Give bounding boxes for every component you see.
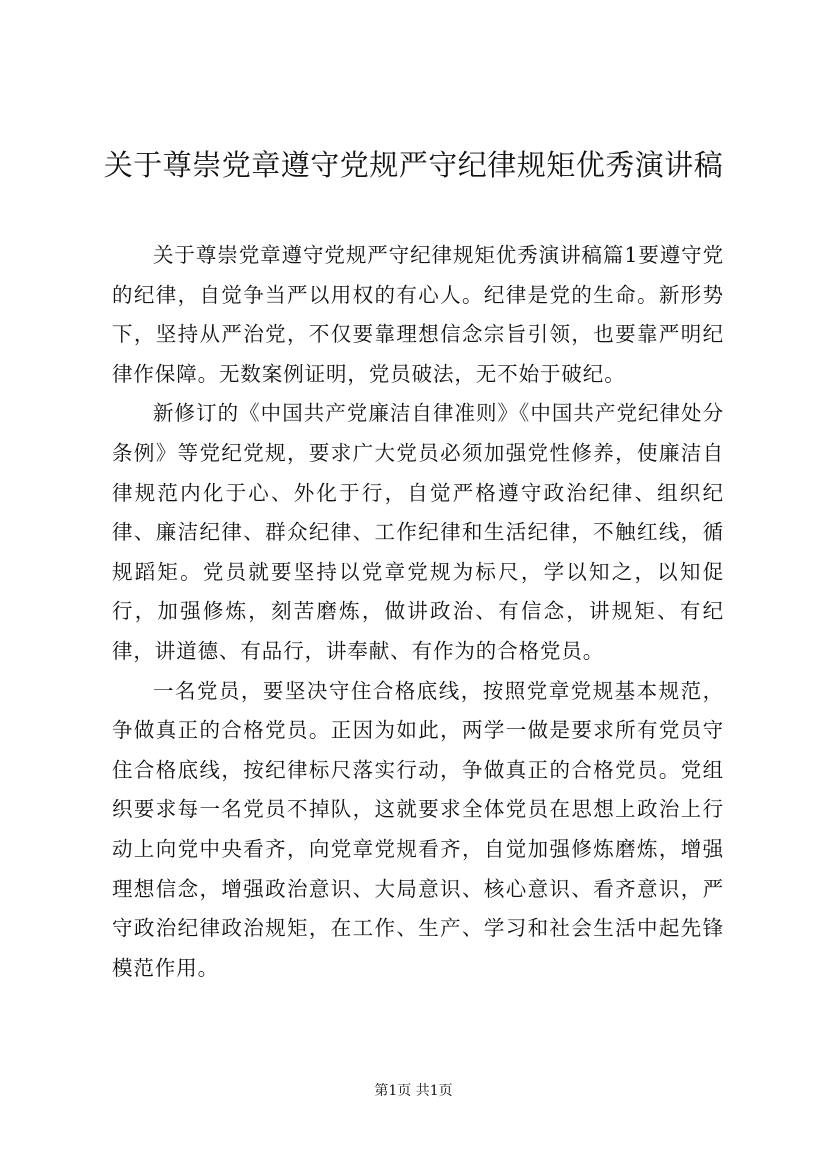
document-body bbox=[112, 236, 724, 988]
paragraph-1: 关于尊崇党章遵守党规严守纪律规矩优秀演讲稿篇1要遵守党的纪律，自觉争当严以用权的有心人。纪律是党的生命。新形势下，坚持从严治党，不仅要靠理想信念宗旨引领，也要靠严明纪律作保障。无数案例证明，党员破法，无不始于破纪。 bbox=[112, 243, 724, 386]
page-footer: 第1页 共1页 bbox=[374, 1083, 453, 1099]
document-title: 关于尊崇党章遵守党规严守纪律规矩优秀演讲稿 bbox=[103, 148, 724, 182]
paragraph-3: 一名党员，要坚决守住合格底线，按照党章党规基本规范，争做真正的合格党员。正因为如此，两学一做是要求所有党员守住合格底线，按纪律标尺落实行动，争做真正的合格党员。党组织要求每一名党员不掉队，这就要求全体党员在思想上政治上行动上向党中央看齐，向党章党规看齐，自觉加强修炼磨炼，增强理想信念，增强政治意识、大局意识、核心意识、看齐意识，严守政治纪律政治规矩，在工作、生产、学习和社会生活中起先锋模范作用。 bbox=[112, 678, 724, 980]
paragraph-2: 新修订的《中国共产党廉洁自律准则》《中国共产党纪律处分条例》等党纪党规，要求广大党员必须加强党性修养，使廉洁自律规范内化于心、外化于行，自觉严格遵守政治纪律、组织纪律、廉洁纪律、群众纪律、工作纪律和生活纪律，不触红线，循规蹈矩。党员就要坚持以党章党规为标尺，学以知之，以知促行，加强修炼，刻苦磨炼，做讲政治、有信念，讲规矩、有纪律，讲道德、有品行，讲奉献、有作为的合格党员。 bbox=[112, 401, 724, 663]
